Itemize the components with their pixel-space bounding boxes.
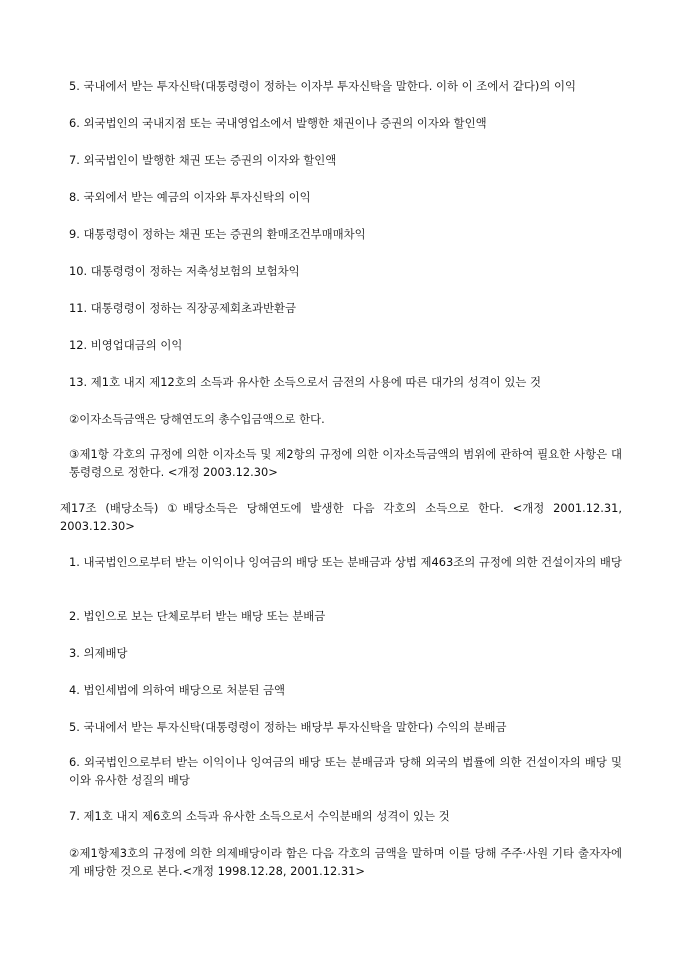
article-17-heading: 제17조 (배당소득) ①배당소득은 당해연도에 발생한 다음 각호의 소득으로 한다. <개정 2001.12.31, 2003.12.30> bbox=[60, 501, 622, 533]
interest-item-10: 10. 대통령령이 정하는 저축성보험의 보험차익 bbox=[69, 264, 300, 278]
dividend-item-5: 5. 국내에서 받는 투자신탁(대통령령이 정하는 배당부 투자신탁을 말한다) 수익의 분배금 bbox=[69, 720, 507, 734]
interest-item-7: 7. 외국법인이 발행한 채권 또는 증권의 이자와 할인액 bbox=[69, 153, 337, 167]
dividend-paragraph-2: ②제1항제3호의 규정에 의한 의제배당이라 함은 다음 각호의 금액을 말하며 이를 당해 주주·사원 기타 출자자에게 배당한 것으로 본다.<개정 1998.12.28, 2001.12.31> bbox=[69, 846, 622, 878]
interest-paragraph-2: ②이자소득금액은 당해연도의 총수입금액으로 한다. bbox=[69, 412, 325, 426]
dividend-item-7: 7. 제1호 내지 제6호의 소득과 유사한 소득으로서 수익분배의 성격이 있는 것 bbox=[69, 809, 450, 823]
interest-item-6: 6. 외국법인의 국내지점 또는 국내영업소에서 발행한 채권이나 증권의 이자와 할인액 bbox=[69, 116, 487, 130]
interest-paragraph-3: ③제1항 각호의 규정에 의한 이자소득 및 제2항의 규정에 의한 이자소득금액의 범위에 관하여 필요한 사항은 대통령령으로 정한다. <개정 2003.12.30> bbox=[69, 447, 622, 479]
dividend-item-4: 4. 법인세법에 의하여 배당으로 처분된 금액 bbox=[69, 683, 286, 697]
dividend-item-2: 2. 법인으로 보는 단체로부터 받는 배당 또는 분배금 bbox=[69, 609, 326, 623]
dividend-item-6: 6. 외국법인으로부터 받는 이익이나 잉여금의 배당 또는 분배금과 당해 외국의 법률에 의한 건설이자의 배당 및 이와 유사한 성질의 배당 bbox=[69, 755, 622, 787]
interest-item-8: 8. 국외에서 받는 예금의 이자와 투자신탁의 이익 bbox=[69, 190, 311, 204]
dividend-item-1: 1. 내국법인으로부터 받는 이익이나 잉여금의 배당 또는 분배금과 상법 제463조의 규정에 의한 건설이자의 배당 bbox=[69, 555, 622, 569]
interest-item-5: 5. 국내에서 받는 투자신탁(대통령령이 정하는 이자부 투자신탁을 말한다. 이하 이 조에서 같다)의 이익 bbox=[69, 79, 576, 93]
interest-item-9: 9. 대통령령이 정하는 채권 또는 증권의 환매조건부매매차익 bbox=[69, 227, 366, 241]
interest-item-11: 11. 대통령령이 정하는 직장공제회초과반환금 bbox=[69, 301, 297, 315]
interest-item-13: 13. 제1호 내지 제12호의 소득과 유사한 소득으로서 금전의 사용에 따른 대가의 성격이 있는 것 bbox=[69, 375, 542, 389]
interest-item-12: 12. 비영업대금의 이익 bbox=[69, 338, 183, 352]
dividend-item-3: 3. 의제배당 bbox=[69, 646, 128, 660]
